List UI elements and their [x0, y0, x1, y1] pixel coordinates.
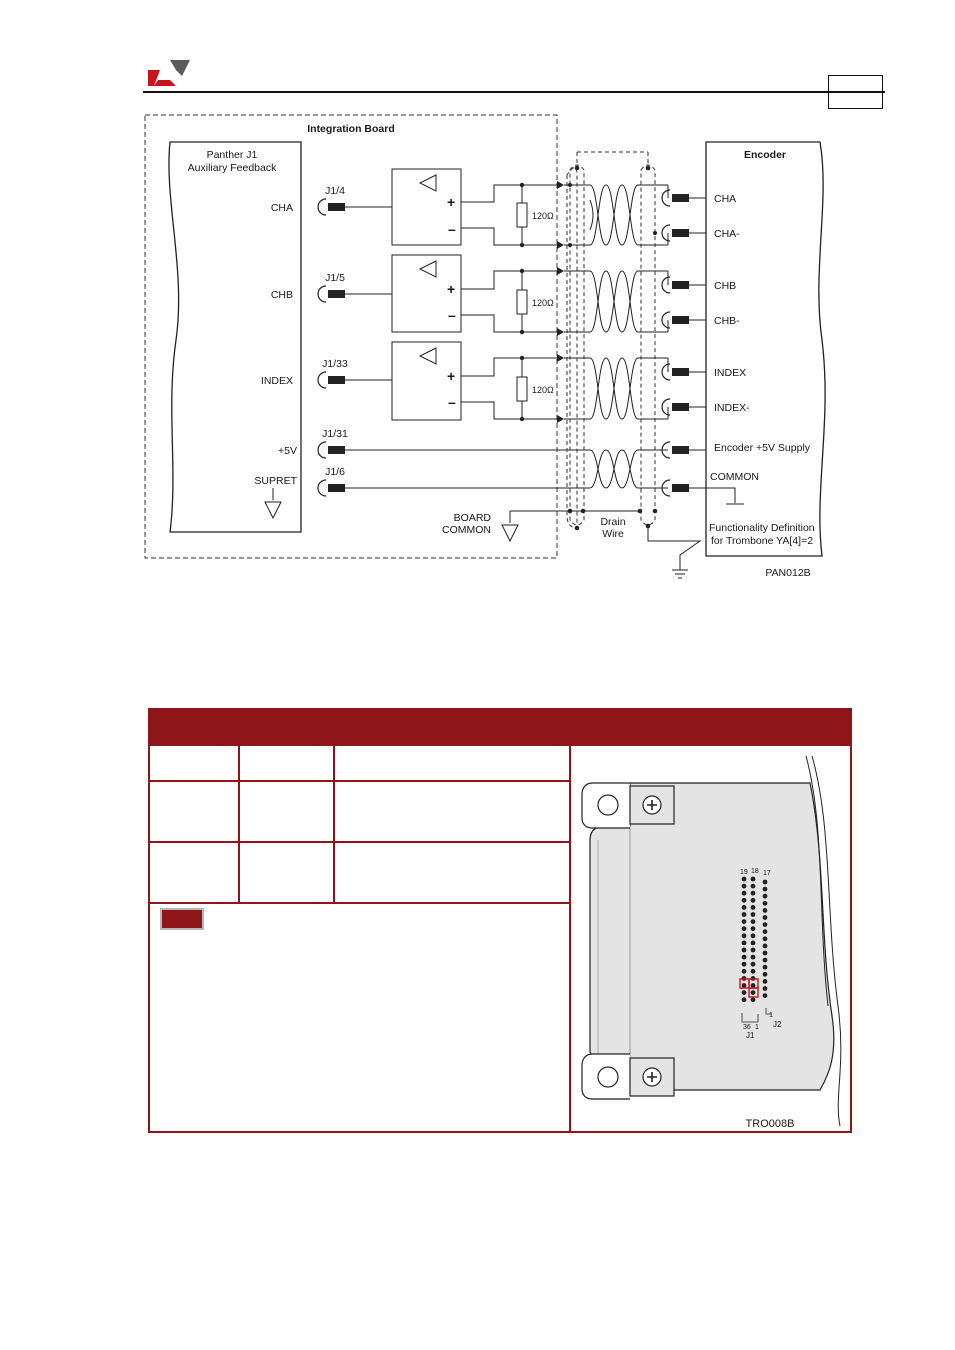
pin-label-18: 18: [751, 868, 759, 875]
connector-pin: [763, 979, 768, 984]
connector-pin: [763, 972, 768, 977]
connector-pin: [742, 969, 747, 974]
connector-pin: [763, 951, 768, 956]
pin-j1-4: J1/4: [325, 185, 345, 197]
figure-code-pan012b: PAN012B: [765, 567, 811, 579]
j2-label: J2: [773, 1020, 782, 1029]
integration-board-title: Integration Board: [307, 123, 395, 135]
panther-title-2: Auxiliary Feedback: [187, 162, 277, 174]
board-common-2: COMMON: [442, 524, 491, 536]
panther-j1-box: [169, 142, 301, 532]
connector-pin: [742, 912, 747, 917]
col-divider-2: [333, 746, 335, 902]
connector-pin: [763, 901, 768, 906]
encoder-pin-chb: CHB: [714, 280, 737, 292]
connector-pin: [751, 884, 756, 889]
pin-j1-31: J1/31: [322, 428, 348, 440]
connector-pin: [763, 915, 768, 920]
connector-pin: [751, 948, 756, 953]
connector-pin: [763, 880, 768, 885]
encoder-title: Encoder: [743, 149, 787, 161]
svg-text:+: +: [447, 194, 456, 210]
wiring-diagram: [0, 0, 955, 600]
connector-pin: [751, 877, 756, 882]
signal-index: INDEX: [260, 375, 293, 387]
connector-pin: [763, 986, 768, 991]
table-header: [150, 710, 850, 746]
connector-pin: [742, 884, 747, 889]
connector-pin: [751, 898, 756, 903]
resistor-label-chb: 120Ω: [532, 298, 554, 308]
connector-table: [148, 708, 852, 1133]
functionality-line-1: Functionality Definition: [709, 522, 815, 534]
encoder-pin-common: COMMON: [710, 471, 759, 483]
connector-pin: [742, 905, 747, 910]
connector-pin: [742, 948, 747, 953]
row-divider-1: [150, 780, 570, 782]
connector-pin: [742, 933, 747, 938]
svg-text:–: –: [448, 394, 456, 410]
connector-pin: [763, 993, 768, 998]
svg-text:+: +: [447, 368, 456, 384]
drain-wire-2: Wire: [602, 528, 624, 540]
encoder-pin-index: INDEX: [714, 367, 747, 379]
connector-figure: [570, 746, 850, 1132]
connector-pin: [751, 962, 756, 967]
connector-pin: [763, 908, 768, 913]
pin-j1-33: J1/33: [322, 358, 348, 370]
encoder-pin-cha-neg: CHA-: [714, 228, 740, 240]
connector-pin: [742, 898, 747, 903]
connector-pin: [751, 997, 756, 1002]
signal-5v: +5V: [278, 445, 297, 457]
svg-text:–: –: [448, 307, 456, 323]
functionality-line-2: for Trombone YA[4]=2: [711, 535, 814, 547]
note-tag: [160, 908, 204, 930]
connector-pin: [742, 926, 747, 931]
connector-pin: [751, 891, 756, 896]
pin-label-1-j1: 1: [755, 1024, 759, 1031]
connector-pin: [763, 922, 768, 927]
pin-label-19: 19: [740, 869, 748, 876]
connector-pin: [751, 955, 756, 960]
connector-pin: [742, 983, 747, 988]
pin-j1-5: J1/5: [325, 272, 345, 284]
connector-pin: [763, 894, 768, 899]
j1-label: J1: [746, 1031, 755, 1040]
encoder-pin-chb-neg: CHB-: [714, 315, 740, 327]
board-common-1: BOARD: [453, 512, 491, 524]
signal-supret: SUPRET: [254, 475, 297, 487]
encoder-pin-cha: CHA: [714, 193, 737, 205]
connector-pin: [763, 944, 768, 949]
svg-text:+: +: [447, 281, 456, 297]
connector-pin: [751, 912, 756, 917]
connector-pin: [763, 929, 768, 934]
connector-pin: [751, 905, 756, 910]
connector-pin: [763, 936, 768, 941]
panther-title-1: Panther J1: [206, 149, 258, 161]
connector-pin: [742, 997, 747, 1002]
col-divider-1: [238, 746, 240, 902]
connector-pin: [763, 958, 768, 963]
svg-text:–: –: [448, 221, 456, 237]
drain-wire-1: Drain: [600, 516, 626, 528]
connector-pin: [751, 990, 756, 995]
encoder-pin-5v-supply: Encoder +5V Supply: [714, 442, 811, 454]
connector-pin: [742, 877, 747, 882]
connector-pin: [751, 969, 756, 974]
connector-pin: [742, 955, 747, 960]
pin-label-1-j2: 1: [769, 1012, 773, 1019]
resistor-label-index: 120Ω: [532, 385, 554, 395]
row-divider-2: [150, 841, 570, 843]
connector-pin: [751, 941, 756, 946]
pin-label-36: 36: [743, 1024, 751, 1031]
connector-pin: [742, 962, 747, 967]
resistor-label-cha: 120Ω: [532, 211, 554, 221]
connector-pin: [751, 926, 756, 931]
pin-label-17: 17: [763, 870, 771, 877]
connector-pin: [742, 919, 747, 924]
connector-pin: [742, 891, 747, 896]
connector-pin: [763, 965, 768, 970]
row-divider-3: [150, 902, 570, 904]
connector-pin: [742, 990, 747, 995]
figure-code-tro008b: TRO008B: [745, 1118, 795, 1130]
connector-pin: [751, 983, 756, 988]
encoder-pin-index-neg: INDEX-: [714, 402, 750, 414]
signal-cha: CHA: [270, 202, 293, 214]
signal-chb: CHB: [270, 289, 293, 301]
connector-pin: [763, 887, 768, 892]
connector-pin: [751, 933, 756, 938]
connector-pin: [751, 919, 756, 924]
pin-j1-6: J1/6: [325, 466, 345, 478]
connector-pin: [742, 941, 747, 946]
